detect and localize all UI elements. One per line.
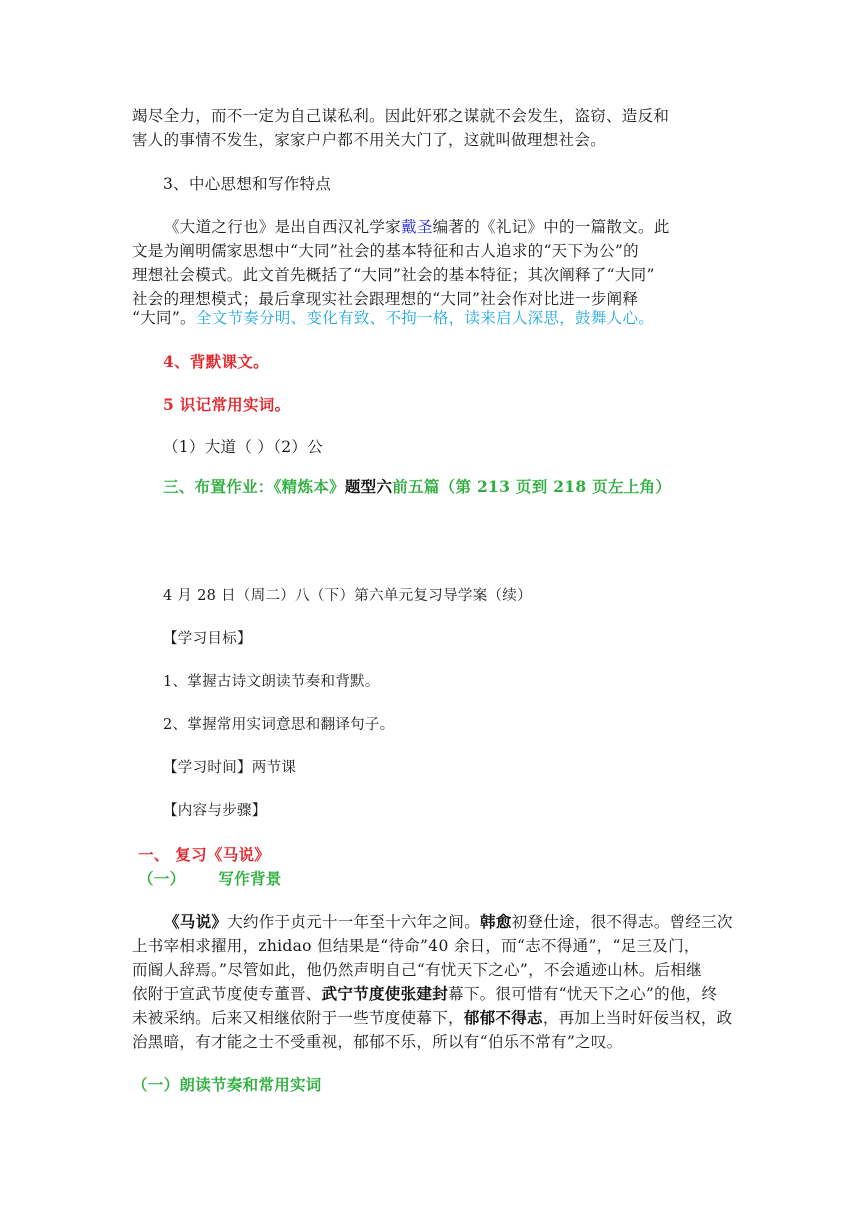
paragraph-line: 治黑暗，有才能之士不受重视，郁郁不乐，所以有“伯乐不常有”之叹。: [132, 1033, 623, 1051]
review-heading: 一、 复习《马说》: [138, 845, 271, 864]
text-run: 《大道之行也》是出自西汉礼学家: [164, 218, 402, 236]
time-line: 【学习时间】两节课: [163, 760, 297, 776]
homework-type: 题型六: [344, 477, 393, 496]
paragraph-line: 上书宰相求擢用，zhidao 但结果是“待命”40 余日，而“志不得通”，“足三及门，: [132, 937, 700, 955]
paragraph-line: [164, 215, 670, 237]
text-run: 大约作于贞元十一年至十六年之间。: [227, 913, 481, 931]
text-run: 编著的《礼记》中的一篇散文。此: [432, 218, 670, 236]
task-heading-recite: 4、背默课文。: [163, 352, 269, 371]
paragraph-line: 竭尽全力，而不一定为自己谋私利。因此奸邪之谋就不会发生，盗窃、造反和: [132, 107, 670, 125]
paragraph-line: [132, 982, 717, 1004]
paragraph-line: [164, 910, 733, 932]
page-title: 4 月 28 日（周二）八（下）第六单元复习导学案（续）: [163, 588, 532, 604]
paragraph-line: 而阍人辞焉。”尽管如此，他仍然声明自己“有忧天下之心”，不会遁迹山林。后相继: [132, 961, 702, 979]
steps-heading: 【内容与步骤】: [163, 803, 267, 819]
subheading-number: （一）: [138, 869, 186, 888]
goal-item: 1、掌握古诗文朗读节奏和背默。: [163, 674, 380, 690]
paragraph-line: 理想社会模式。此文首先概括了“大同”社会的基本特征；其次阐释了“大同”: [132, 266, 655, 284]
task-heading-vocab: 5 识记常用实词。: [163, 395, 291, 414]
text-run: ，再加上当时奸佞当权，政: [542, 1009, 733, 1027]
homework-pages: 前五篇（第 213 页到 218 页左上角）: [392, 477, 672, 496]
paragraph-line: 文是为阐明儒家思想中“大同”社会的基本特征和古人追求的“天下为公”的: [132, 242, 639, 260]
goal-heading: 【学习目标】: [163, 631, 252, 647]
highlight-text: 郁郁不得志: [463, 1008, 543, 1027]
highlight-author: 韩愈: [480, 912, 512, 931]
paragraph-line: [132, 306, 654, 328]
highlight-text: 武宁节度使张建封: [321, 984, 449, 1003]
highlight-summary: 全文节奏分明、变化有致、不拘一格，读来启人深思，鼓舞人心。: [195, 309, 655, 327]
text-run: 幕下。很可惜有“忧天下之心”的他，终: [448, 985, 718, 1003]
text-run: 初登仕途，很不得志。曾经三次: [511, 913, 733, 931]
paragraph-line: [132, 1006, 732, 1028]
highlight-author: 戴圣: [401, 218, 433, 236]
paragraph-line: 害人的事情不发生，家家户户都不用关大门了，这就叫做理想社会。: [132, 131, 607, 149]
subheading-label: 写作背景: [218, 869, 282, 888]
text-run: “大同”。: [132, 309, 196, 327]
homework-line: [163, 475, 671, 497]
homework-label: 三、布置作业：《精炼本》: [163, 477, 345, 496]
subheading-reading: （一）朗读节奏和常用实词: [132, 1075, 322, 1094]
text-run: 未被采纳。后来又相继依附于一些节度使幕下，: [132, 1009, 464, 1027]
section-heading: 3、中心思想和写作特点: [163, 175, 332, 193]
vocab-exercise: （1）大道（ ）（2）公: [163, 438, 324, 456]
goal-item: 2、掌握常用实词意思和翻译句子。: [163, 717, 395, 733]
subheading-background: [138, 867, 282, 889]
paragraph-line: 社会的理想模式；最后拿现实社会跟理想的“大同”社会作对比进一步阐释: [132, 290, 639, 308]
text-run: 依附于宣武节度使专董晋、: [132, 985, 322, 1003]
text-run: 《马说》: [164, 912, 228, 931]
